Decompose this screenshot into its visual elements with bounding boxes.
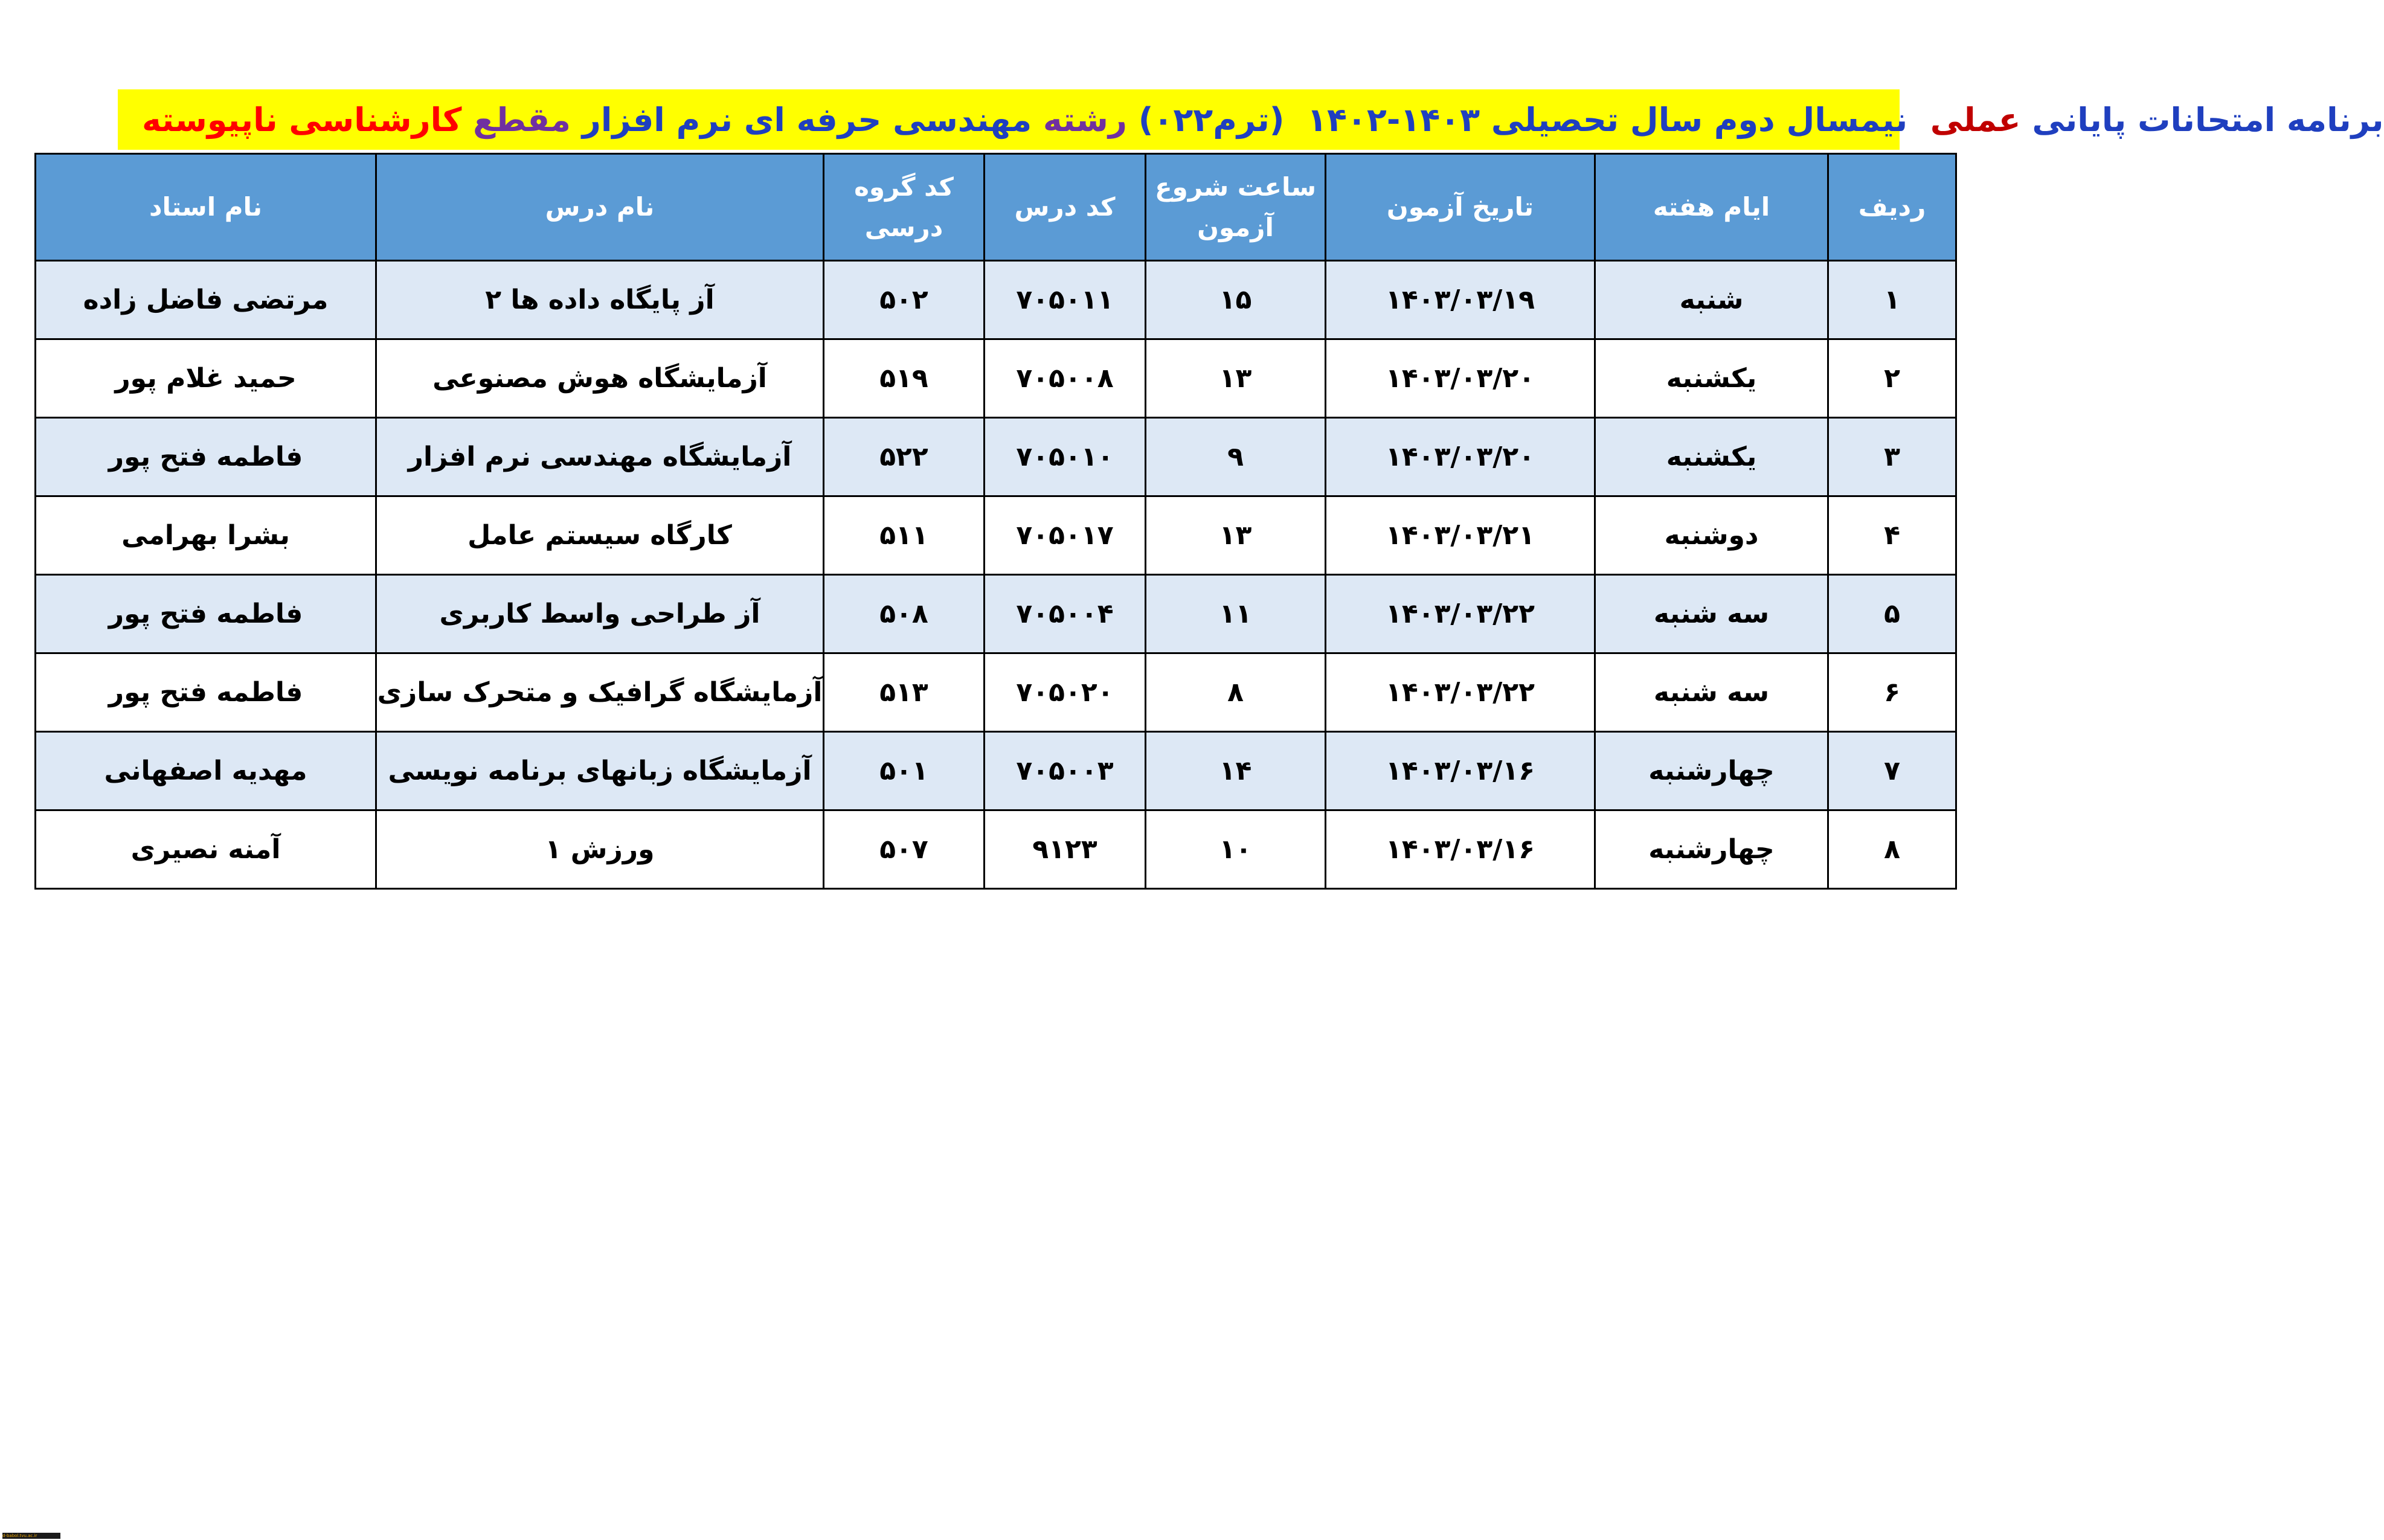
cell-course-code: ۷۰۵۰۲۰ [985, 653, 1146, 732]
cell-weekday: سه شنبه [1595, 653, 1828, 732]
exam-schedule-table [34, 153, 1957, 890]
cell-start-time: ۱۵ [1146, 261, 1326, 339]
cell-exam-date: ۱۴۰۳/۰۳/۲۱ [1326, 496, 1595, 575]
cell-course-code: ۷۰۵۰۰۳ [985, 732, 1146, 810]
cell-weekday: یکشنبه [1595, 418, 1828, 496]
footer-stamp: d-babol.tvu.ac.ir [2, 1533, 60, 1539]
cell-instructor: حمید غلام پور [36, 339, 376, 418]
cell-instructor: آمنه نصیری [36, 810, 376, 889]
cell-exam-date: ۱۴۰۳/۰۳/۲۰ [1326, 339, 1595, 418]
cell-start-time: ۱۳ [1146, 496, 1326, 575]
page-title [118, 89, 2384, 150]
cell-course-name: آزمایشگاه مهندسی نرم افزار [376, 418, 824, 496]
title-part: مهندسی حرفه ای نرم افزار [570, 100, 1032, 139]
cell-weekday: شنبه [1595, 261, 1828, 339]
header-weekday: ایام هفته [1595, 154, 1828, 261]
title-part: نیمسال دوم سال تحصیلی ۱۴۰۳-۱۴۰۲ (ترم۰۲۲) [1126, 100, 1930, 139]
cell-start-time: ۱۱ [1146, 575, 1326, 653]
table-header-row [36, 154, 1956, 261]
cell-course-code: ۷۰۵۰۰۴ [985, 575, 1146, 653]
cell-group-code: ۵۱۹ [824, 339, 985, 418]
cell-row: ۲ [1828, 339, 1956, 418]
cell-weekday: سه شنبه [1595, 575, 1828, 653]
title-part: برنامه امتحانات پایانی [2020, 100, 2384, 139]
cell-start-time: ۹ [1146, 418, 1326, 496]
cell-instructor: بشرا بهرامی [36, 496, 376, 575]
cell-group-code: ۵۲۲ [824, 418, 985, 496]
cell-group-code: ۵۰۱ [824, 732, 985, 810]
cell-course-name: کارگاه سیستم عامل [376, 496, 824, 575]
header-row-number: ردیف [1828, 154, 1956, 261]
cell-instructor: فاطمه فتح پور [36, 575, 376, 653]
table-row [36, 653, 1956, 732]
cell-exam-date: ۱۴۰۳/۰۳/۱۶ [1326, 810, 1595, 889]
cell-instructor: فاطمه فتح پور [36, 418, 376, 496]
cell-course-code: ۷۰۵۰۱۷ [985, 496, 1146, 575]
cell-course-code: ۷۰۵۰۰۸ [985, 339, 1146, 418]
cell-exam-date: ۱۴۰۳/۰۳/۱۶ [1326, 732, 1595, 810]
cell-row: ۷ [1828, 732, 1956, 810]
cell-course-name: آز طراحی واسط کاربری [376, 575, 824, 653]
table-row [36, 732, 1956, 810]
cell-weekday: چهارشنبه [1595, 732, 1828, 810]
cell-group-code: ۵۰۸ [824, 575, 985, 653]
header-start-time: ساعت شروع آزمون [1146, 154, 1326, 261]
cell-row: ۵ [1828, 575, 1956, 653]
cell-course-code: ۹۱۲۳ [985, 810, 1146, 889]
title-part-degree: کارشناسی ناپیوسته [142, 100, 462, 139]
cell-weekday: دوشنبه [1595, 496, 1828, 575]
cell-course-name: آزمایشگاه زبانهای برنامه نویسی [376, 732, 824, 810]
cell-start-time: ۱۳ [1146, 339, 1326, 418]
table-row [36, 261, 1956, 339]
cell-instructor: مهدیه اصفهانی [36, 732, 376, 810]
cell-weekday: چهارشنبه [1595, 810, 1828, 889]
cell-course-code: ۷۰۵۰۱۰ [985, 418, 1146, 496]
cell-instructor: مرتضی فاضل زاده [36, 261, 376, 339]
cell-weekday: یکشنبه [1595, 339, 1828, 418]
cell-group-code: ۵۰۲ [824, 261, 985, 339]
cell-group-code: ۵۱۱ [824, 496, 985, 575]
cell-exam-date: ۱۴۰۳/۰۳/۲۰ [1326, 418, 1595, 496]
header-course-name: نام درس [376, 154, 824, 261]
cell-row: ۸ [1828, 810, 1956, 889]
table-row [36, 496, 1956, 575]
header-exam-date: تاریخ آزمون [1326, 154, 1595, 261]
cell-course-name: ورزش ۱ [376, 810, 824, 889]
cell-start-time: ۱۰ [1146, 810, 1326, 889]
cell-row: ۶ [1828, 653, 1956, 732]
header-group-code: کد گروه درسی [824, 154, 985, 261]
cell-group-code: ۵۱۳ [824, 653, 985, 732]
table-row [36, 575, 1956, 653]
cell-exam-date: ۱۴۰۳/۰۳/۱۹ [1326, 261, 1595, 339]
cell-course-code: ۷۰۵۰۱۱ [985, 261, 1146, 339]
title-part: مقطع [461, 100, 571, 139]
cell-row: ۴ [1828, 496, 1956, 575]
cell-exam-date: ۱۴۰۳/۰۳/۲۲ [1326, 575, 1595, 653]
table-row [36, 418, 1956, 496]
title-part-practical: عملی [1930, 100, 2021, 139]
cell-start-time: ۸ [1146, 653, 1326, 732]
header-instructor: نام استاد [36, 154, 376, 261]
cell-row: ۳ [1828, 418, 1956, 496]
cell-course-name: آزمایشگاه هوش مصنوعی [376, 339, 824, 418]
header-course-code: کد درس [985, 154, 1146, 261]
cell-course-name: آزمایشگاه گرافیک و متحرک سازی [376, 653, 824, 732]
table-row [36, 810, 1956, 889]
cell-row: ۱ [1828, 261, 1956, 339]
cell-instructor: فاطمه فتح پور [36, 653, 376, 732]
title-part: رشته [1032, 100, 1127, 139]
cell-course-name: آز پایگاه داده ها ۲ [376, 261, 824, 339]
table-row [36, 339, 1956, 418]
cell-exam-date: ۱۴۰۳/۰۳/۲۲ [1326, 653, 1595, 732]
cell-group-code: ۵۰۷ [824, 810, 985, 889]
cell-start-time: ۱۴ [1146, 732, 1326, 810]
